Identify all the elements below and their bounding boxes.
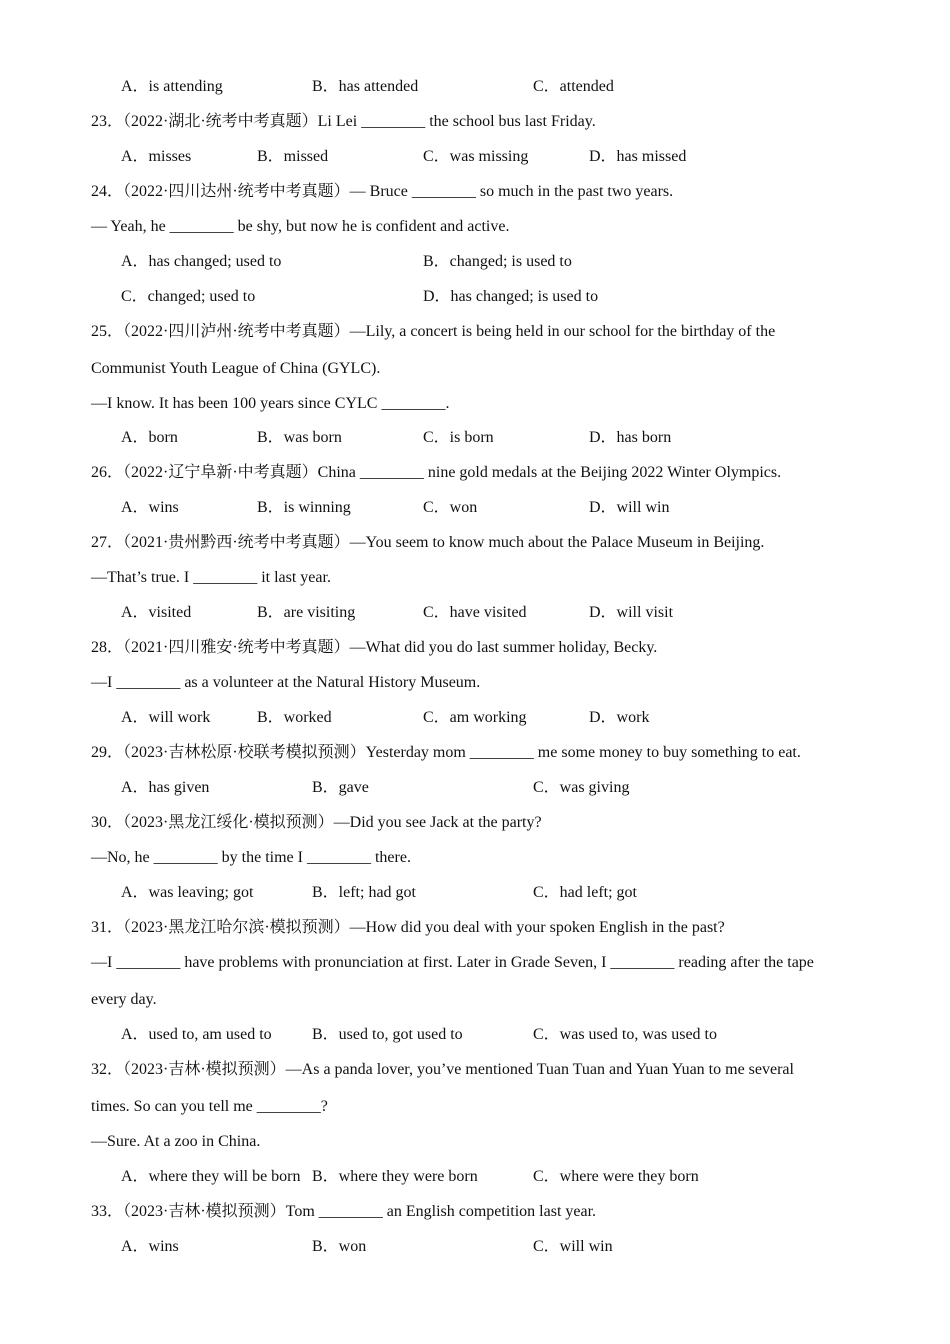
question-text-line: —Sure. At a zoo in China. (91, 1133, 261, 1150)
question-text-line: every day. (91, 991, 157, 1008)
answer-option: B．missed (257, 148, 329, 165)
answer-option: B．left; had got (312, 884, 416, 901)
answer-option: B．won (312, 1238, 367, 1255)
answer-option: C．was missing (423, 148, 529, 165)
answer-options-row (0, 602, 950, 624)
answer-option: C．attended (533, 78, 614, 95)
answer-options-row (0, 146, 950, 168)
answer-options-row (0, 777, 950, 799)
answer-option: B．has attended (312, 78, 419, 95)
answer-option: D．will win (589, 499, 670, 516)
answer-option: A．where they will be born (121, 1168, 301, 1185)
answer-options-row (0, 1236, 950, 1258)
question-text-line: 30．（2023·黑龙江绥化·模拟预测）—Did you see Jack at the party? (91, 814, 542, 831)
answer-options-row (0, 1166, 950, 1188)
question-text-line: 24．（2022·四川达州·统考中考真题）— Bruce ________ so much in the past two years. (91, 183, 674, 200)
answer-options-row (0, 707, 950, 729)
question-text-line: —That’s true. I ________ it last year. (91, 569, 331, 586)
answer-options-row (0, 76, 950, 98)
answer-option: A．used to, am used to (121, 1026, 272, 1043)
question-text-line: 33．（2023·吉林·模拟预测）Tom ________ an English competition last year. (91, 1203, 597, 1220)
answer-option: D．has missed (589, 148, 687, 165)
answer-option: D．will visit (589, 604, 674, 621)
answer-option: D．work (589, 709, 650, 726)
answer-option: B．was born (257, 429, 342, 446)
answer-options-row (0, 286, 950, 308)
answer-option: C．am working (423, 709, 527, 726)
question-text-line: 31．（2023·黑龙江哈尔滨·模拟预测）—How did you deal with your spoken English in the past? (91, 919, 725, 936)
answer-options-row (0, 882, 950, 904)
answer-option: C．won (423, 499, 478, 516)
answer-options-row (0, 251, 950, 273)
answer-option: B．are visiting (257, 604, 356, 621)
question-text-line: 32．（2023·吉林·模拟预测）—As a panda lover, you’ve mentioned Tuan Tuan and Yuan Yuan to me several (91, 1061, 794, 1078)
answer-option: B．worked (257, 709, 332, 726)
answer-option: B．used to, got used to (312, 1026, 463, 1043)
question-text-line: — Yeah, he ________ be shy, but now he is confident and active. (91, 218, 510, 235)
answer-option: A．misses (121, 148, 192, 165)
answer-option: C．was giving (533, 779, 630, 796)
answer-option: C．had left; got (533, 884, 637, 901)
answer-option: B．changed; is used to (423, 253, 572, 270)
answer-option: A．visited (121, 604, 192, 621)
question-text-line: —No, he ________ by the time I ________ there. (91, 849, 411, 866)
answer-options-row (0, 497, 950, 519)
question-text-line: 29．（2023·吉林松原·校联考模拟预测）Yesterday mom ________ me some money to buy something to eat. (91, 744, 801, 761)
answer-option: A．wins (121, 1238, 179, 1255)
question-text-line: —I ________ have problems with pronunciation at first. Later in Grade Seven, I ________ reading after the tape (91, 954, 814, 971)
answer-option: A．wins (121, 499, 179, 516)
answer-option: D．has born (589, 429, 672, 446)
question-text-line: 23．（2022·湖北·统考中考真题）Li Lei ________ the school bus last Friday. (91, 113, 596, 130)
answer-option: C．have visited (423, 604, 527, 621)
answer-option: D．has changed; is used to (423, 288, 599, 305)
question-text-line: 25．（2022·四川泸州·统考中考真题）—Lily, a concert is being held in our school for the birthday of the (91, 323, 776, 340)
answer-option: A．has changed; used to (121, 253, 282, 270)
answer-option: C．changed; used to (121, 288, 256, 305)
answer-option: C．is born (423, 429, 494, 446)
answer-option: C．where were they born (533, 1168, 699, 1185)
answer-option: B．is winning (257, 499, 351, 516)
answer-option: B．gave (312, 779, 369, 796)
answer-options-row (0, 1024, 950, 1046)
answer-option: C．will win (533, 1238, 613, 1255)
question-text-line: times. So can you tell me ________? (91, 1098, 328, 1115)
answer-option: A．born (121, 429, 178, 446)
answer-option: C．was used to, was used to (533, 1026, 717, 1043)
question-text-line: —I know. It has been 100 years since CYLC ________. (91, 395, 450, 412)
question-text-line: 28．（2021·四川雅安·统考中考真题）—What did you do last summer holiday, Becky. (91, 639, 658, 656)
question-text-line: 27．（2021·贵州黔西·统考中考真题）—You seem to know much about the Palace Museum in Beijing. (91, 534, 765, 551)
answer-option: A．was leaving; got (121, 884, 254, 901)
question-text-line: Communist Youth League of China (GYLC). (91, 360, 381, 377)
answer-option: A．is attending (121, 78, 223, 95)
answer-option: B．where they were born (312, 1168, 478, 1185)
answer-option: A．has given (121, 779, 210, 796)
answer-options-row (0, 427, 950, 449)
question-text-line: —I ________ as a volunteer at the Natural History Museum. (91, 674, 481, 691)
answer-option: A．will work (121, 709, 211, 726)
question-text-line: 26．（2022·辽宁阜新·中考真题）China ________ nine gold medals at the Beijing 2022 Winter Olympics. (91, 464, 782, 481)
